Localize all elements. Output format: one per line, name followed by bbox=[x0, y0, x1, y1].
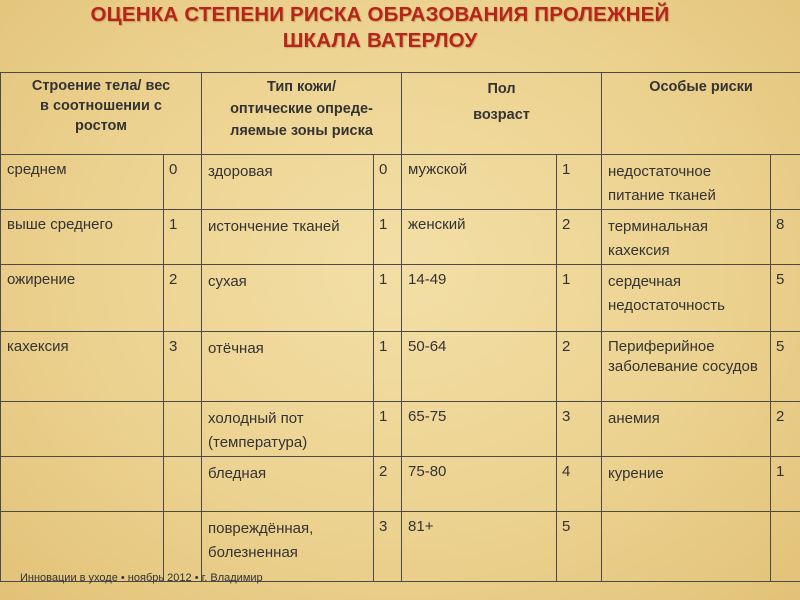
sex-age-score: 4 bbox=[557, 457, 602, 512]
sex-age-score: 5 bbox=[557, 512, 602, 582]
risk-label: анемия bbox=[602, 402, 771, 457]
sex-age-label: 75-80 bbox=[402, 457, 557, 512]
table-row bbox=[1, 512, 800, 582]
footer-note: Инновации в уходе • ноябрь 2012 • г. Владимир bbox=[20, 572, 263, 584]
skin-label: отёчная bbox=[202, 332, 374, 402]
header-row bbox=[1, 73, 800, 155]
skin-score: 2 bbox=[374, 457, 402, 512]
body-label bbox=[1, 512, 164, 582]
header-sex-age: Пол возраст bbox=[402, 73, 602, 155]
table-row bbox=[1, 210, 800, 265]
body-label bbox=[1, 402, 164, 457]
body-score: 3 bbox=[164, 332, 202, 402]
risk-score: 5 bbox=[771, 332, 800, 402]
title-line-1: ОЦЕНКА СТЕПЕНИ РИСКА ОБРАЗОВАНИЯ ПРОЛЕЖНЕЙ bbox=[90, 3, 670, 26]
waterlow-scale-table bbox=[0, 72, 800, 582]
skin-label: холодный пот (температура) bbox=[202, 402, 374, 457]
risk-label: сердечная недостаточность bbox=[602, 265, 771, 332]
skin-score: 0 bbox=[374, 155, 402, 210]
table-row bbox=[1, 265, 800, 332]
skin-label: истончение тканей bbox=[202, 210, 374, 265]
header-body: Строение тела/ вес в соотношении с ростом bbox=[1, 73, 202, 155]
risk-score bbox=[771, 155, 800, 210]
title-line-2: ШКАЛА ВАТЕРЛОУ bbox=[282, 29, 478, 52]
skin-label: сухая bbox=[202, 265, 374, 332]
skin-label: бледная bbox=[202, 457, 374, 512]
table-row bbox=[1, 155, 800, 210]
table-row bbox=[1, 332, 800, 402]
sex-age-score: 2 bbox=[557, 210, 602, 265]
risk-label: Периферийное заболевание сосудов bbox=[602, 332, 771, 402]
skin-label: повреждённая, болезненная bbox=[202, 512, 374, 582]
table-row bbox=[1, 402, 800, 457]
skin-score: 1 bbox=[374, 210, 402, 265]
sex-age-score: 1 bbox=[557, 265, 602, 332]
sex-age-label: мужской bbox=[402, 155, 557, 210]
risk-score: 5 bbox=[771, 265, 800, 332]
skin-score: 1 bbox=[374, 332, 402, 402]
risk-label: терминальная кахексия bbox=[602, 210, 771, 265]
risk-score bbox=[771, 512, 800, 582]
body-label: выше среднего bbox=[1, 210, 164, 265]
sex-age-label: женский bbox=[402, 210, 557, 265]
body-score: 0 bbox=[164, 155, 202, 210]
body-label: кахексия bbox=[1, 332, 164, 402]
body-label bbox=[1, 457, 164, 512]
sex-age-label: 65-75 bbox=[402, 402, 557, 457]
body-score bbox=[164, 457, 202, 512]
skin-score: 3 bbox=[374, 512, 402, 582]
skin-score: 1 bbox=[374, 265, 402, 332]
body-score bbox=[164, 402, 202, 457]
risk-label: недостаточное питание тканей bbox=[602, 155, 771, 210]
sex-age-label: 81+ bbox=[402, 512, 557, 582]
risk-score: 1 bbox=[771, 457, 800, 512]
body-score: 1 bbox=[164, 210, 202, 265]
sex-age-label: 14-49 bbox=[402, 265, 557, 332]
body-score: 2 bbox=[164, 265, 202, 332]
skin-score: 1 bbox=[374, 402, 402, 457]
header-risks: Особые риски bbox=[602, 73, 800, 155]
risk-label: курение bbox=[602, 457, 771, 512]
body-label: ожирение bbox=[1, 265, 164, 332]
skin-label: здоровая bbox=[202, 155, 374, 210]
page-title bbox=[0, 2, 760, 54]
header-skin: Тип кожи/ оптические опреде- ляемые зоны риска bbox=[202, 73, 402, 155]
sex-age-label: 50-64 bbox=[402, 332, 557, 402]
sex-age-score: 2 bbox=[557, 332, 602, 402]
risk-score: 2 bbox=[771, 402, 800, 457]
sex-age-score: 1 bbox=[557, 155, 602, 210]
risk-label bbox=[602, 512, 771, 582]
risk-score: 8 bbox=[771, 210, 800, 265]
body-score bbox=[164, 512, 202, 582]
body-label: среднем bbox=[1, 155, 164, 210]
sex-age-score: 3 bbox=[557, 402, 602, 457]
table-row bbox=[1, 457, 800, 512]
